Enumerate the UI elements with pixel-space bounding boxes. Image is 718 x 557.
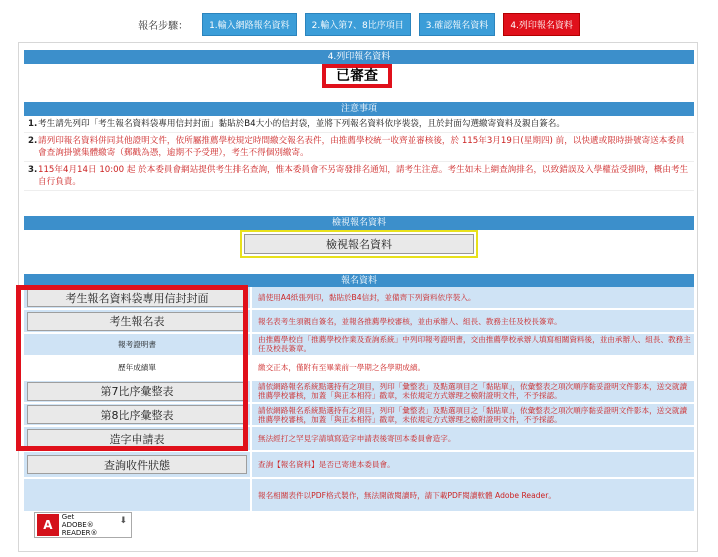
view-registration-button[interactable]: 檢視報名資料 — [244, 234, 474, 254]
transcript-label: 歷年成績單 — [118, 363, 156, 373]
table-row — [24, 404, 694, 427]
steps-bar — [0, 13, 718, 35]
query-status-button[interactable]: 查詢收件狀態 — [27, 455, 247, 474]
download-icon: ⬇ — [119, 516, 127, 526]
view-highlight — [240, 230, 478, 258]
row-desc: 請依網路報名系統點選持有之項目，列印「彙整表」及點選項目之「黏貼單」，依彙整表之項次順序黏妥證明文件影本，送交就讀推薦學校審核，加蓋「與正本相符」戳章，未依規定方式辦理之檢附證明文件，不予採認。 — [252, 404, 694, 425]
step-3-button[interactable]: 3.確認報名資料 — [419, 13, 496, 36]
step-2-button[interactable]: 2.輸入第7、8比序項目 — [305, 13, 411, 36]
table-row — [24, 427, 694, 452]
row-desc: 報名表考生須親自簽名，並報各推薦學校審核，並由承辦人、組長、教務主任及校長簽章。 — [252, 310, 694, 331]
table-row — [24, 381, 694, 404]
notice-item — [24, 133, 694, 162]
notice-item-text: 請列印報名資料併同其他證明文件，依所屬推薦學校規定時間繳交報名表件，由推薦學校統一收齊並審核後，於 115年3月19日(星期四) 前，以快遞或限時掛號寄送本委員會查詢掛號集體繳寄（郵戳為憑，逾期不予受理），考生不得個別繳寄。 — [38, 136, 685, 158]
adobe-name-label: ADOBE® READER® — [61, 521, 98, 537]
notice-item-num: 1. — [28, 119, 38, 129]
steps-label: 報名步驟： — [138, 20, 189, 32]
notice-item — [24, 162, 694, 191]
notice-title: 注意事項 — [24, 102, 694, 116]
view-section-title: 檢視報名資料 — [24, 216, 694, 230]
notice-item-text: 考生請先列印「考生報名資料袋專用信封封面」黏貼於B4大小的信封袋，並將下列報名資料依序裝袋，且於封面勾選繳寄資料及親自簽名。 — [38, 119, 565, 129]
adobe-reader-button[interactable] — [34, 512, 132, 538]
row-desc: 無法經打之罕見字請填寫造字申請表後寄回本委員會造字。 — [252, 427, 694, 450]
table-row — [24, 310, 694, 333]
table-row — [24, 452, 694, 479]
adobe-desc: 報名相關表件以PDF格式製作，無法開啟閱讀時，請下載PDF閱讀軟體 Adobe Reader。 — [252, 479, 694, 511]
step-4-button[interactable]: 4.列印報名資料 — [503, 13, 580, 36]
adobe-logo-icon: A — [37, 514, 59, 536]
review-status-badge: 已審查 — [322, 64, 392, 88]
notice-item-text: 115年4月14日 10:00 起 於本委員會網站提供考生排名查詢，惟本委員會不另寄發排名通知，請考生注意。考生如未上網查詢排名，以致錯誤及入學權益受損時，概由考生自行負責。 — [38, 165, 689, 187]
exam-certificate-label: 報考證明書 — [118, 339, 156, 349]
docs-section-title: 報名資料 — [24, 274, 694, 288]
rank8-summary-button[interactable]: 第8比序彙整表 — [27, 405, 247, 424]
registration-form-button[interactable]: 考生報名表 — [27, 312, 247, 331]
table-row — [24, 287, 694, 310]
row-desc: 繳交正本，僅附有至畢業前一學期之各學期成績。 — [252, 357, 694, 378]
row-desc: 由推薦學校自「推薦學校作業及查詢系統」中列印報考證明書，交由推薦學校承辦人填寫相關資料後，並由承辦人、組長、教務主任及校長簽章。 — [252, 334, 694, 355]
row-desc: 查詢【報名資料】是否已寄達本委員會。 — [252, 452, 694, 477]
notice-item — [24, 116, 694, 133]
rank7-summary-button[interactable]: 第7比序彙整表 — [27, 382, 247, 401]
print-section-title: 4.列印報名資料 — [24, 50, 694, 64]
envelope-cover-button[interactable]: 考生報名資料袋專用信封封面 — [27, 288, 247, 307]
notice-item-num: 3. — [28, 165, 38, 175]
step-1-button[interactable]: 1.輸入網路報名資料 — [202, 13, 297, 36]
table-row — [24, 479, 694, 513]
row-desc: 請依網路報名系統點選持有之項目，列印「彙整表」及點選項目之「黏貼單」，依彙整表之項次順序黏妥證明文件影本，送交就讀推薦學校審核，加蓋「與正本相符」戳章，未依規定方式辦理之檢附證明文件，不予採認。 — [252, 381, 694, 402]
table-row — [24, 357, 694, 380]
char-request-button[interactable]: 造字申請表 — [27, 429, 247, 448]
notice-list — [24, 116, 694, 202]
adobe-get-label: Get — [61, 513, 75, 521]
docs-table — [24, 287, 694, 513]
table-row — [24, 334, 694, 357]
row-desc: 請使用A4紙張列印，黏貼於B4信封，並備齊下列資料依序裝入。 — [252, 287, 694, 308]
notice-item-num: 2. — [28, 136, 38, 146]
